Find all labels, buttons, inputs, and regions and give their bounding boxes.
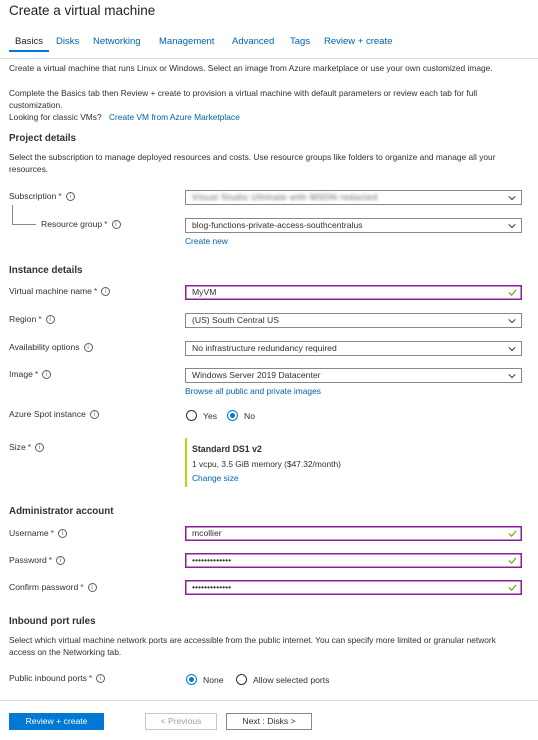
ports-allow-radio[interactable] (236, 674, 247, 685)
create-vm-marketplace-link[interactable]: Create VM from Azure Marketplace (108, 112, 240, 122)
tab-networking[interactable]: Networking (93, 36, 141, 47)
footer-divider (0, 700, 538, 701)
info-icon[interactable]: i (101, 287, 110, 296)
tab-tags[interactable]: Tags (290, 36, 311, 47)
username-value: mcollier (192, 528, 222, 538)
resource-group-dropdown[interactable] (185, 218, 522, 233)
availability-value: No infrastructure redundancy required (192, 343, 337, 353)
next-disks-button[interactable]: Next : Disks > (226, 713, 312, 730)
checkmark-icon (508, 288, 517, 297)
password-label: Password * i (9, 555, 65, 565)
availability-dropdown[interactable] (185, 341, 522, 356)
region-dropdown[interactable] (185, 313, 522, 328)
ports-none-radio[interactable] (186, 674, 197, 685)
info-icon[interactable]: i (112, 220, 121, 229)
size-label: Size * i (9, 442, 44, 452)
change-size-link[interactable]: Change size (192, 473, 239, 483)
previous-button[interactable]: < Previous (145, 713, 217, 730)
spot-no-option[interactable]: No (227, 410, 255, 421)
browse-images-link[interactable]: Browse all public and private images (185, 386, 321, 396)
chevron-down-icon (508, 222, 516, 230)
intro-text-2: Complete the Basics tab then Review + create to provision a virtual machine with default parameters or review each tab for full customization. (9, 88, 478, 110)
info-icon[interactable]: i (90, 410, 99, 419)
confirm-password-input[interactable] (185, 580, 522, 595)
project-details-description: Select the subscription to manage deployed resources and costs. Use resource groups like folders to organize and manage all your resources. (9, 152, 496, 174)
confirm-password-value: ••••••••••••• (192, 582, 232, 592)
ports-none-option[interactable]: None (186, 674, 224, 685)
confirm-password-label: Confirm password * i (9, 582, 97, 592)
info-icon[interactable]: i (35, 443, 44, 452)
size-accent-bar (185, 438, 187, 487)
resource-group-value: blog-functions-private-access-southcentralus (192, 220, 363, 230)
vm-name-label: Virtual machine name * i (9, 286, 110, 296)
chevron-down-icon (508, 317, 516, 325)
tab-basics[interactable]: Basics (15, 36, 43, 47)
instance-details-heading: Instance details (9, 265, 83, 276)
password-input[interactable] (185, 553, 522, 568)
subscription-label: Subscription * i (9, 191, 75, 201)
ports-allow-option[interactable]: Allow selected ports (236, 674, 329, 685)
spot-instance-label: Azure Spot instance i (9, 409, 99, 419)
project-details-heading: Project details (9, 133, 76, 144)
spot-yes-option[interactable]: Yes (186, 410, 217, 421)
subscription-value: Visual Studio Ultimate with MSDN redacted (192, 192, 378, 202)
vm-name-input[interactable] (185, 285, 522, 300)
spot-no-radio[interactable] (227, 410, 238, 421)
subscription-dropdown[interactable] (185, 190, 522, 205)
availability-label: Availability options i (9, 342, 93, 352)
username-input[interactable] (185, 526, 522, 541)
inbound-rules-heading: Inbound port rules (9, 616, 96, 627)
image-label: Image * i (9, 369, 51, 379)
info-icon[interactable]: i (66, 192, 75, 201)
info-icon[interactable]: i (58, 529, 67, 538)
review-create-button[interactable]: Review + create (9, 713, 104, 730)
size-name: Standard DS1 v2 (192, 444, 262, 454)
info-icon[interactable]: i (42, 370, 51, 379)
tab-divider (0, 58, 538, 59)
region-value: (US) South Central US (192, 315, 279, 325)
checkmark-icon (508, 583, 517, 592)
public-ports-label: Public inbound ports * i (9, 673, 105, 683)
chevron-down-icon (508, 345, 516, 353)
checkmark-icon (508, 529, 517, 538)
inbound-rules-description: Select which virtual machine network ports are accessible from the public internet. You can specify more limited or granular network access on the Networking tab. (9, 635, 496, 657)
create-new-link[interactable]: Create new (185, 236, 228, 246)
info-icon[interactable]: i (84, 343, 93, 352)
tab-advanced[interactable]: Advanced (232, 36, 275, 47)
image-dropdown[interactable] (185, 368, 522, 383)
info-icon[interactable]: i (96, 674, 105, 683)
tab-management[interactable]: Management (159, 36, 215, 47)
tab-bar (0, 36, 538, 54)
tree-connector-horizontal (12, 224, 36, 225)
page-title: Create a virtual machine (9, 3, 156, 18)
intro-text-1: Create a virtual machine that runs Linux or Windows. Select an image from Azure marketplace or use your own customized image. (9, 63, 493, 73)
chevron-down-icon (508, 194, 516, 202)
tab-review-create[interactable]: Review + create (324, 36, 393, 47)
image-value: Windows Server 2019 Datacenter (192, 370, 321, 380)
password-value: ••••••••••••• (192, 555, 232, 565)
region-label: Region * i (9, 314, 55, 324)
classic-vm-row (9, 112, 524, 124)
info-icon[interactable]: i (56, 556, 65, 565)
vm-name-value: MyVM (192, 287, 217, 297)
admin-account-heading: Administrator account (9, 506, 114, 517)
username-label: Username * i (9, 528, 67, 538)
chevron-down-icon (508, 372, 516, 380)
tab-disks[interactable]: Disks (56, 36, 80, 47)
info-icon[interactable]: i (46, 315, 55, 324)
classic-vm-text: Looking for classic VMs? (9, 112, 102, 122)
spot-yes-radio[interactable] (186, 410, 197, 421)
resource-group-label: Resource group * i (41, 219, 121, 229)
info-icon[interactable]: i (88, 583, 97, 592)
tree-connector-vertical (12, 205, 13, 224)
size-detail: 1 vcpu, 3.5 GiB memory ($47.32/month) (192, 459, 341, 469)
checkmark-icon (508, 556, 517, 565)
